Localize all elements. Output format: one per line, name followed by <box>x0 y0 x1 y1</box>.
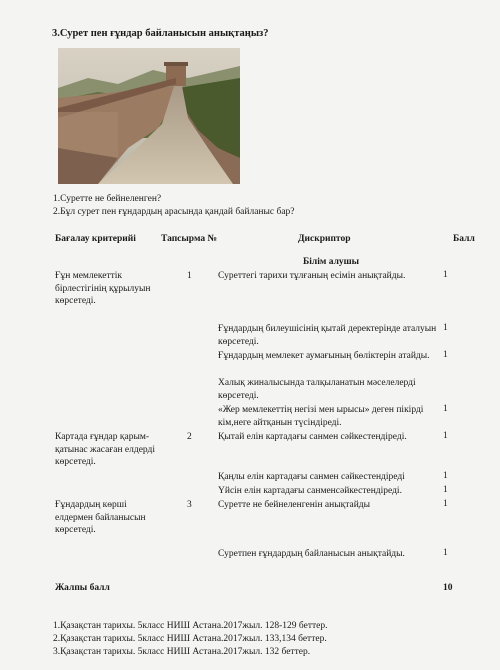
reference-1: 1.Қазақстан тарихы. 5класс НИШ Астана.2017жыл. 128-129 беттер. <box>53 621 328 631</box>
subheader-student: Білім алушы <box>303 257 360 267</box>
criterion-1: Ғұн мемлекеттік бірлестігінің құрылуын көрсетеді. <box>55 271 151 306</box>
descriptor-3: Ғұндардың мемлекет аумағының бөліктерін атайды. <box>218 351 430 361</box>
descriptor-7: Қаңлы елін картадағы санмен сәйкестендіреді <box>218 472 405 482</box>
total-label: Жалпы балл <box>55 583 110 593</box>
score-6: 1 <box>443 431 448 441</box>
descriptor-6: Қытай елін картадағы санмен сәйкестендіреді. <box>218 432 407 442</box>
score-2: 1 <box>443 323 448 333</box>
score-3: 1 <box>443 350 448 360</box>
score-9: 1 <box>443 499 448 509</box>
score-5: 1 <box>443 404 448 414</box>
total-score: 10 <box>443 583 453 593</box>
descriptor-4: Халық жиналысында талқыланатын мәселелерді көрсетеді. <box>218 378 416 401</box>
task-title: 3.Сурет пен ғұндар байланысын анықтаңыз? <box>52 28 269 39</box>
descriptor-2: Ғұндардың билеушісінің қытай деректерінде аталуын көрсетеді. <box>218 324 437 347</box>
descriptor-9: Суретте не бейнеленгенін анықтайды <box>218 500 370 510</box>
task-no-1: 1 <box>187 271 192 281</box>
great-wall-icon <box>58 48 240 184</box>
header-task-no: Тапсырма № <box>160 234 218 244</box>
descriptor-5: «Жер мемлекеттің негізі мен ырысы» деген пікірді кім,неге айтқанын түсіндіреді. <box>218 405 424 428</box>
score-7: 1 <box>443 471 448 481</box>
score-1: 1 <box>443 270 448 280</box>
descriptor-1: Суреттегі тарихи тұлғаның есімін анықтайды. <box>218 271 406 281</box>
reference-2: 2.Қазақстан тарихы. 5класс НИШ Астана.2017жыл. 133,134 беттер. <box>53 634 327 644</box>
header-criterion: Бағалау критерийі <box>55 234 136 244</box>
question-2: 2.Бұл сурет пен ғұндардың арасында қандай байланыс бар? <box>53 207 295 217</box>
descriptor-8: Үйсін елін картадағы санменсәйкестендіреді. <box>218 486 402 496</box>
question-1: 1.Суретте не бейнеленген? <box>53 194 162 204</box>
criterion-2: Картада ғұндар қарым-қатынас жасаған елдерді көрсетеді. <box>55 432 156 467</box>
descriptor-10: Суретпен ғұндардың байланысын анықтайды. <box>218 549 405 559</box>
reference-3: 3.Қазақстан тарихы. 5класс НИШ Астана.2017жыл. 132 беттер. <box>53 647 311 657</box>
score-10: 1 <box>443 548 448 558</box>
header-score: Балл <box>453 234 475 244</box>
criterion-3: Ғұндардың көрші елдермен байланысын көрсетеді. <box>55 500 146 535</box>
score-8: 1 <box>443 485 448 495</box>
header-descriptor: Дискриптор <box>298 234 351 244</box>
task-no-2: 2 <box>187 432 192 442</box>
great-wall-photo <box>58 48 240 184</box>
task-no-3: 3 <box>187 500 192 510</box>
